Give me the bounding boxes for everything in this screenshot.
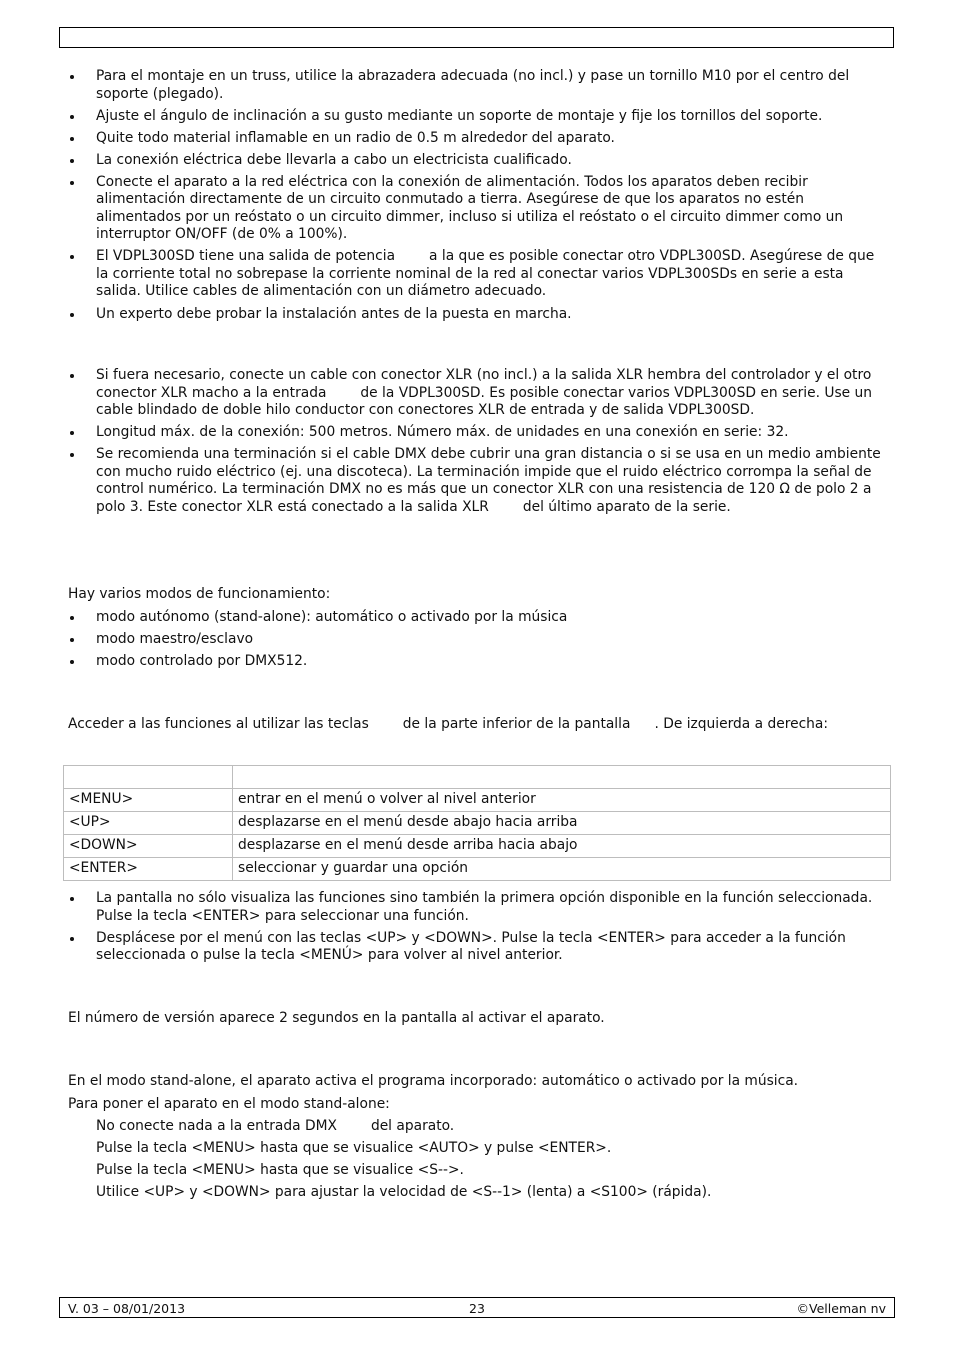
list-item-text: El VDPL300SD tiene una salida de potencia [96, 248, 396, 265]
list-item: Utilice <UP> y <DOWN> para ajustar la velocidad de <S--1> (lenta) a <S100> (rápida). [96, 1184, 712, 1201]
table-row [64, 789, 891, 812]
list-item-text: Se recomienda una terminación si el cable DMX debe cubrir una gran distancia o si se usa en un medio ambiente con mucho ruido eléctrico (ej. una discoteca). La terminación impide que el ruido eléctrico corrompa la señal de control numérico. La terminación DMX no es más que un conector XLR con una resistencia de 120 Ω de polo 2 a polo 3. Este conector XLR está conectado a la salida XLR [96, 446, 881, 515]
table-cell: desplazarse en el menú desde abajo hacia arriba [233, 812, 891, 835]
page-footer [59, 1297, 895, 1318]
footer-brand: ©Velleman nv [796, 1301, 886, 1316]
table-row [64, 812, 891, 835]
list-item-text: No conecte nada a la entrada DMX [96, 1118, 337, 1134]
table-cell [233, 766, 891, 789]
list-item: Ajuste el ángulo de inclinación a su gusto mediante un soporte de montaje y fije los tornillos del soporte. [68, 108, 888, 126]
table-cell: <MENU> [64, 789, 233, 812]
list-item [68, 248, 888, 301]
list-item: La pantalla no sólo visualiza las funciones sino también la primera opción disponible en la función seleccionada. Pulse la tecla <ENTER> para seleccionar una función. [68, 890, 888, 925]
list-item: Pulse la tecla <MENU> hasta que se visualice <S-->. [96, 1162, 464, 1179]
keys-intro-text: de la parte inferior de la pantalla [402, 716, 631, 732]
table-cell: entrar en el menú o volver al nivel anterior [233, 789, 891, 812]
list-item: modo autónomo (stand-alone): automático o activado por la música [68, 609, 888, 627]
list-item: modo controlado por DMX512. [68, 653, 888, 671]
list-item: Longitud máx. de la conexión: 500 metros. Número máx. de unidades en una conexión en serie: 32. [68, 424, 888, 442]
list-item: Desplácese por el menú con las teclas <UP> y <DOWN>. Pulse la tecla <ENTER> para acceder a la función seleccionada o pulse la tecla <MENÚ> para volver al nivel anterior. [68, 930, 888, 965]
table-cell: seleccionar y guardar una opción [233, 858, 891, 881]
list-item-text: del último aparato de la serie. [522, 498, 731, 515]
list-item: Pulse la tecla <MENU> hasta que se visualice <AUTO> y pulse <ENTER>. [96, 1140, 612, 1157]
menu-notes-list [68, 890, 888, 969]
standalone-how: Para poner el aparato en el modo stand-alone: [68, 1096, 390, 1112]
standalone-steps [96, 1118, 886, 1206]
modes-list [68, 609, 888, 675]
list-item: Conecte el aparato a la red eléctrica con la conexión de alimentación. Todos los aparatos deben recibir alimentación directamente de un circuito conmutado a tierra. Asegúrese de que los aparatos no estén alimentados por un reóstato o un circuito dimmer, incluso si utiliza el reóstato o el circuito dimmer como un interruptor ON/OFF (de 0% a 100%). [68, 174, 888, 244]
list-item: Para el montaje en un truss, utilice la abrazadera adecuada (no incl.) y pase un tornillo M10 por el centro del soporte (plegado). [68, 68, 888, 103]
table-row [64, 858, 891, 881]
list-item-text: del aparato. [370, 1118, 455, 1134]
list-item: modo maestro/esclavo [68, 631, 888, 649]
footer-version: V. 03 – 08/01/2013 [68, 1301, 186, 1316]
version-text: El número de versión aparece 2 segundos en la pantalla al activar el aparato. [68, 1010, 605, 1026]
page-header-box [59, 27, 894, 48]
keys-table [63, 765, 891, 881]
page-number: 23 [469, 1301, 485, 1316]
modes-intro: Hay varios modos de funcionamiento: [68, 586, 331, 602]
list-item-text: de la VDPL300SD. Es posible conectar varios VDPL300SD en serie. Use un cable blindado de doble hilo conductor con conectores XLR de entrada y de salida VDPL300SD. [96, 384, 873, 418]
standalone-intro: En el modo stand-alone, el aparato activa el programa incorporado: automático o activado por la música. [68, 1073, 799, 1089]
table-row [64, 835, 891, 858]
installation-list [68, 68, 888, 328]
table-cell [64, 766, 233, 789]
table-cell: <DOWN> [64, 835, 233, 858]
list-item-text: Si fuera necesario, conecte un cable con conector XLR (no incl.) a la salida XLR hembra del controlador y el otro conector XLR macho a la entrada [96, 367, 872, 401]
table-cell: desplazarse en el menú desde arriba hacia abajo [233, 835, 891, 858]
table-cell: <UP> [64, 812, 233, 835]
table-cell: <ENTER> [64, 858, 233, 881]
list-item [68, 446, 888, 516]
list-item: La conexión eléctrica debe llevarla a cabo un electricista cualificado. [68, 152, 888, 170]
list-item [68, 367, 888, 420]
list-item-text: a la que es posible conectar otro VDPL300SD. Asegúrese de que la corriente total no sobrepase la corriente nominal de la red al conectar varios VDPL300SDs en serie a esta salida. Utilice cables de alimentación con un diámetro adecuado. [96, 248, 875, 300]
keys-intro-text: Acceder a las funciones al utilizar las teclas [68, 716, 369, 732]
list-item [96, 1118, 886, 1136]
list-item: Quite todo material inflamable en un radio de 0.5 m alrededor del aparato. [68, 130, 888, 148]
dmx-connection-list [68, 367, 888, 521]
list-item: Un experto debe probar la instalación antes de la puesta en marcha. [68, 306, 888, 324]
keys-intro [68, 716, 888, 734]
keys-intro-text: . De izquierda a derecha: [654, 716, 829, 732]
table-row [64, 766, 891, 789]
